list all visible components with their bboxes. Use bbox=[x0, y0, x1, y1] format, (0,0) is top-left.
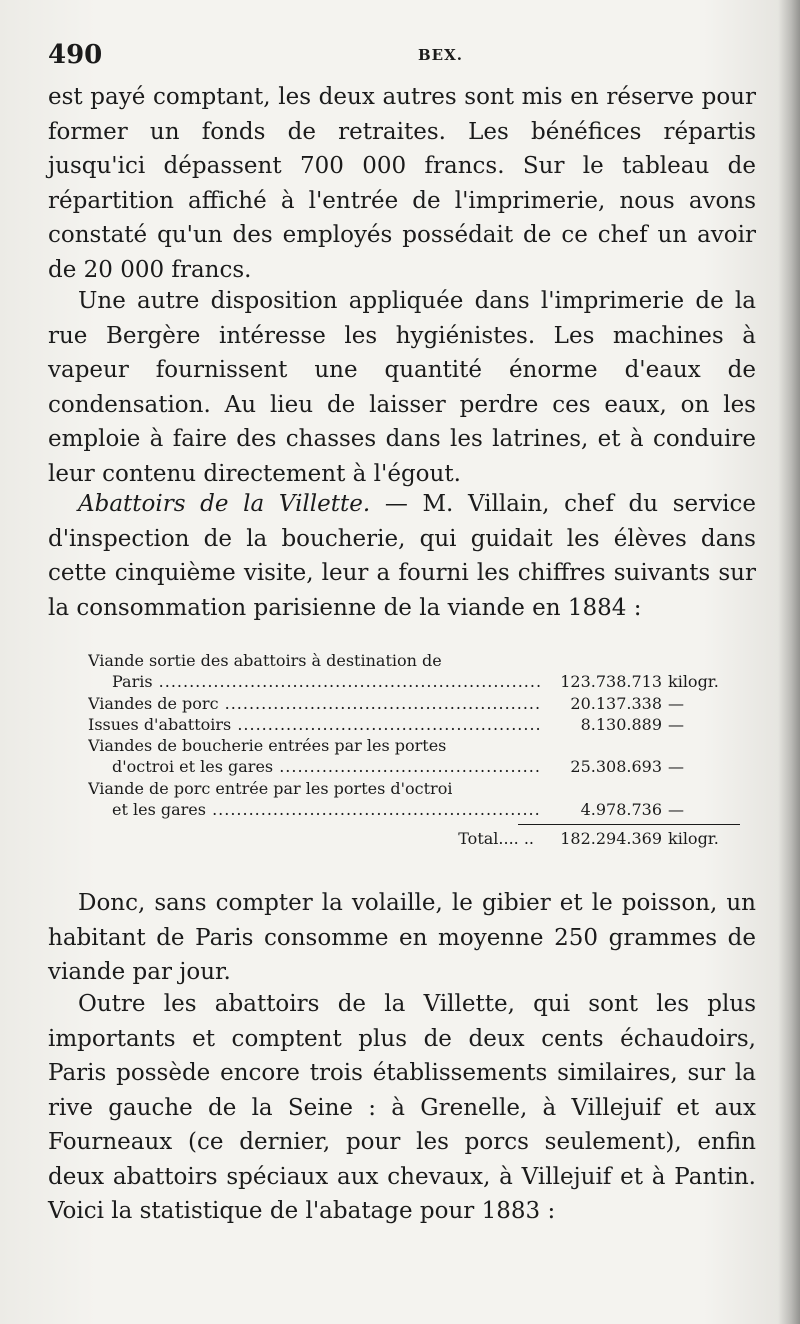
total-value: 182.294.369 bbox=[560, 829, 662, 849]
table-row bbox=[88, 735, 738, 756]
page-header bbox=[48, 40, 760, 74]
row-unit: kilogr. bbox=[668, 672, 719, 692]
row-value: 123.738.713 bbox=[560, 672, 662, 692]
row-value: 4.978.736 bbox=[580, 800, 662, 820]
paragraph-5 bbox=[48, 987, 756, 1229]
paragraph-3-text bbox=[48, 487, 756, 625]
row-value: 20.137.338 bbox=[570, 693, 662, 713]
row-label: Issues d'abattoirs ..... bbox=[88, 714, 542, 735]
row-label: Viande de porc entrée par les portes d'octroi bbox=[88, 778, 453, 798]
table-row bbox=[88, 714, 738, 735]
table-row bbox=[88, 778, 738, 799]
meat-statistics-table bbox=[88, 650, 738, 850]
row-label: Viandes de porc ..... bbox=[88, 693, 542, 714]
paragraph-3-body: — M. Villain, chef du service d'inspection de la boucherie, qui guidait les élèves dans cette cinquième visite, leur a fourni les chiffres suivants sur la consommation parisienne de la viande en 1884 : bbox=[48, 491, 756, 621]
table-row bbox=[88, 799, 738, 820]
row-unit: — bbox=[668, 714, 684, 734]
row-value: 8.130.889 bbox=[580, 714, 662, 734]
page-number: 490 bbox=[48, 40, 103, 70]
row-label: Viandes de boucherie entrées par les portes bbox=[88, 736, 447, 756]
paragraph-4-text: Donc, sans compter la volaille, le gibier et le poisson, un habitant de Paris consomme en moyenne 250 grammes de viande par jour. bbox=[48, 890, 756, 985]
total-label: Total.... .. bbox=[458, 829, 534, 849]
total-unit: kilogr. bbox=[668, 829, 719, 849]
row-unit: — bbox=[668, 693, 684, 713]
table-row bbox=[88, 650, 738, 671]
paragraph-2-text: Une autre disposition appliquée dans l'imprimerie de la rue Bergère intéresse les hygiénistes. Les machines à vapeur fournissent une quantité énorme d'eaux de condensation. Au lieu de laisser perdre ces eaux, on les emploie à faire des chasses dans les latrines, et à conduire leur contenu directement à l'égout. bbox=[48, 288, 756, 487]
paragraph-1 bbox=[48, 80, 756, 287]
row-unit: — bbox=[668, 757, 684, 777]
paragraph-3 bbox=[48, 487, 756, 625]
row-value: 25.308.693 bbox=[570, 757, 662, 777]
row-label: d'octroi et les gares ..... bbox=[88, 756, 542, 777]
total-rule bbox=[518, 824, 740, 825]
table-row bbox=[88, 756, 738, 777]
row-label: Viande sortie des abattoirs à destination de bbox=[88, 651, 442, 670]
table-row bbox=[88, 693, 738, 714]
row-label: Paris ..... bbox=[88, 671, 542, 692]
running-title: BEX. bbox=[418, 46, 463, 64]
paragraph-1-text: est payé comptant, les deux autres sont mis en réserve pour former un fonds de retraites. Les bénéfices répartis jusqu'ici dépassent 700 000 francs. Sur le tableau de répartition affiché à l'entrée de l'imprimerie, nous avons constaté qu'un des employés possédait de ce chef un avoir de 20 000 francs. bbox=[48, 84, 756, 283]
section-heading: Abattoirs de la Villette. bbox=[78, 491, 371, 517]
row-unit: — bbox=[668, 800, 684, 820]
paragraph-2 bbox=[48, 284, 756, 491]
table-row bbox=[88, 671, 738, 692]
row-label: et les gares ..... bbox=[88, 799, 542, 820]
paragraph-5-text: Outre les abattoirs de la Villette, qui sont les plus importants et comptent plus de deux cents échaudoirs, Paris possède encore trois établissements similaires, sur la rive gauche de la Seine : à Grenelle, à Villejuif et aux Fourneaux (ce dernier, pour les porcs seulement), enfin deux abattoirs spéciaux aux chevaux, à Villejuif et à Pantin. Voici la statistique de l'abatage pour 1883 : bbox=[48, 991, 756, 1224]
total-row bbox=[88, 828, 738, 849]
page-edge-shadow bbox=[778, 0, 800, 1324]
paragraph-4 bbox=[48, 886, 756, 990]
